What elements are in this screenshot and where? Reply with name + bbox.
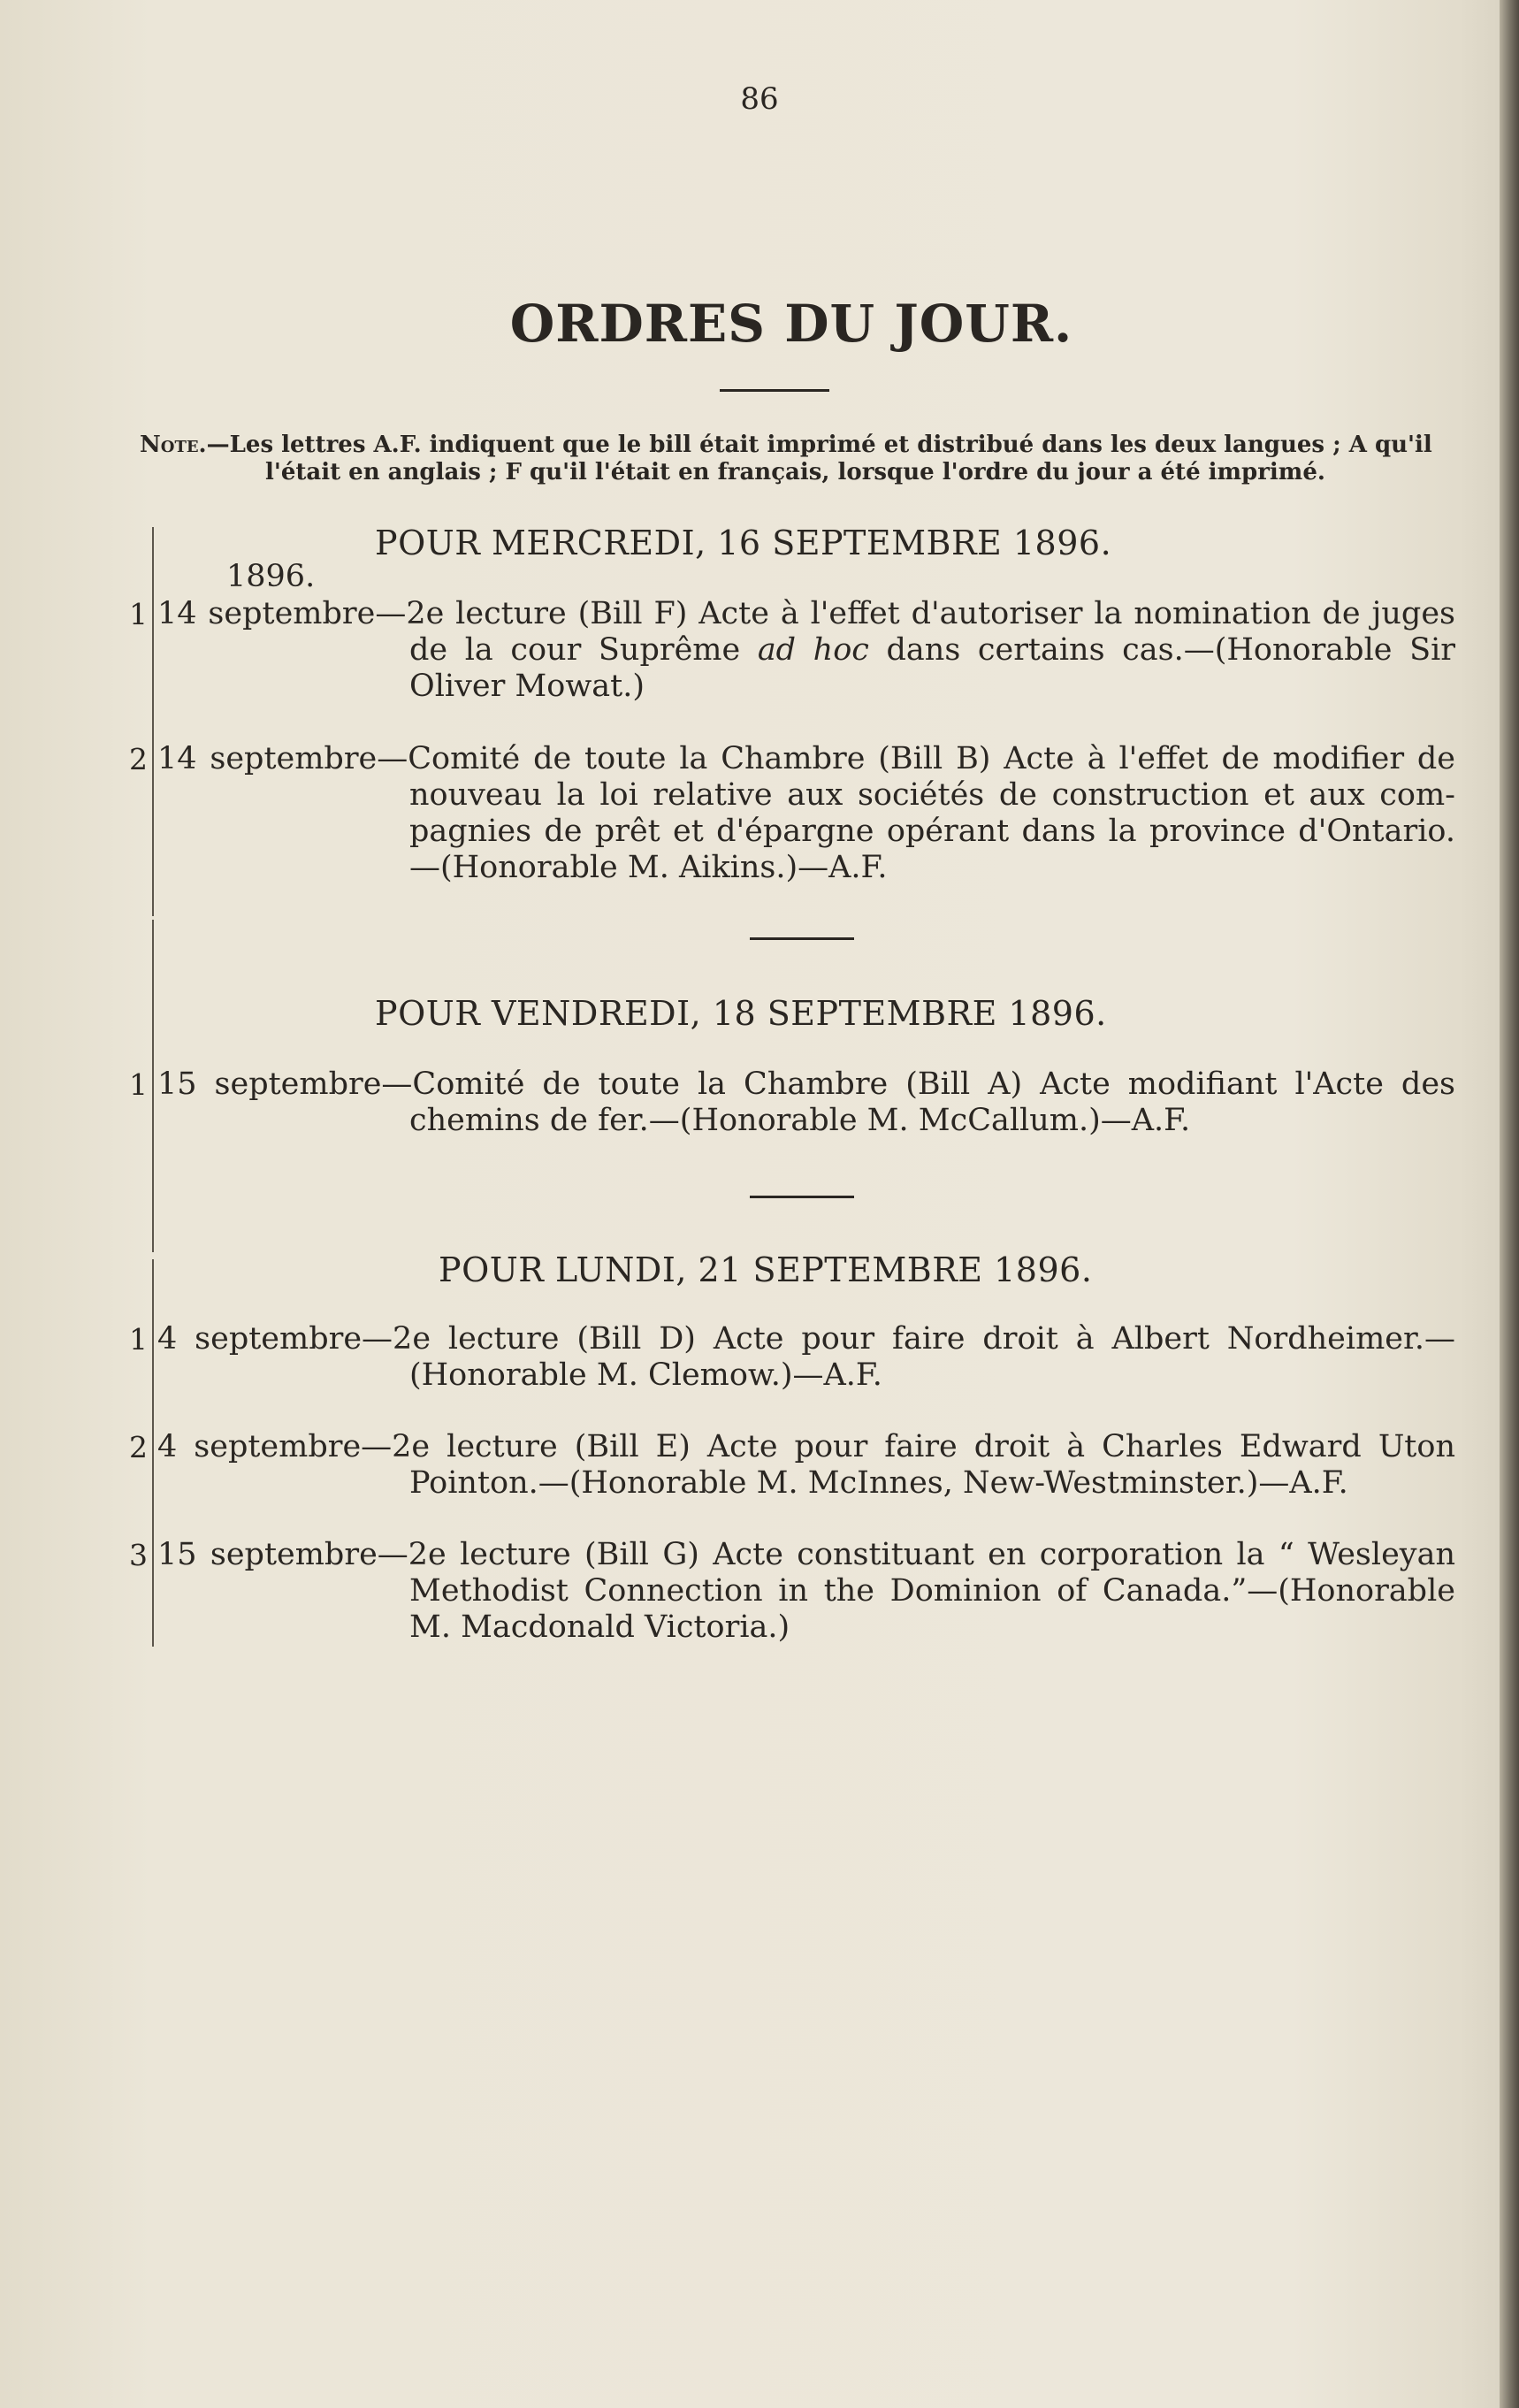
entry-line: M. Macdonald Victoria.) — [409, 1609, 790, 1645]
note-line-2: l'était en anglais ; F qu'il l'était en français, lorsque l'ordre du jour a été imprimé. — [265, 459, 1325, 485]
entry-line: 15 septembre—Comité de toute la Chambre (Bill A) Acte modifiant l'Acte des — [157, 1066, 1455, 1102]
entry-line: pagnies de prêt et d'épargne opérant dans la province d'Ontario. — [409, 814, 1455, 849]
section-heading-lundi: POUR LUNDI, 21 SEPTEMBRE 1896. — [439, 1250, 1093, 1289]
page-title: ORDRES DU JOUR. — [509, 294, 1073, 354]
note-line-1: —Les lettres A.F. indiquent que le bill était imprimé et distribué dans les deux langues ; A qu'il — [206, 432, 1432, 458]
margin-rule-section-3 — [152, 1259, 154, 1647]
order-entry — [129, 1537, 1455, 1646]
section-heading-mercredi: POUR MERCREDI, 16 SEPTEMBRE 1896. — [375, 524, 1112, 562]
page-number: 86 — [740, 81, 779, 117]
entry-line: 14 septembre—2e lecture (Bill F) Acte à l'effet d'autoriser la nomination de juges — [157, 596, 1455, 631]
entry-line: de la cour Suprême ad hoc dans certains cas.—(Honorable Sir — [409, 632, 1455, 668]
order-entry — [129, 596, 1455, 705]
title-divider — [720, 389, 829, 392]
note-label: Note. — [140, 432, 207, 458]
entry-line: (Honorable M. Clemow.)—A.F. — [409, 1357, 882, 1393]
order-entry — [129, 1066, 1455, 1139]
entry-number: 3 — [129, 1538, 148, 1572]
page-binding-shadow — [1500, 0, 1519, 2408]
entry-number: 2 — [129, 1430, 148, 1464]
order-entry — [129, 1321, 1455, 1394]
entry-number: 1 — [129, 1322, 148, 1357]
entry-line: chemins de fer.—(Honorable M. McCallum.)—A.F. — [409, 1103, 1191, 1138]
entry-line: Pointon.—(Honorable M. McInnes, New-Westminster.)—A.F. — [409, 1465, 1348, 1501]
entry-line: nouveau la loi relative aux sociétés de construction et aux com- — [409, 777, 1455, 813]
latin-term: ad hoc — [757, 632, 869, 668]
entry-line: 4 septembre—2e lecture (Bill D) Acte pour faire droit à Albert Nordheimer.— — [157, 1321, 1455, 1357]
section-divider — [750, 937, 854, 940]
entry-number: 2 — [129, 742, 148, 776]
entry-line: —(Honorable M. Aikins.)—A.F. — [409, 850, 888, 885]
year-label: 1896. — [226, 559, 316, 594]
entry-line: 15 septembre—2e lecture (Bill G) Acte constituant en corporation la “ Wesleyan — [157, 1537, 1455, 1572]
entry-number: 1 — [129, 597, 148, 631]
order-entry — [129, 1429, 1455, 1502]
section-heading-vendredi: POUR VENDREDI, 18 SEPTEMBRE 1896. — [375, 994, 1107, 1033]
margin-rule-section-2 — [152, 920, 154, 1252]
entry-line: Methodist Connection in the Dominion of Canada.”—(Honorable — [409, 1573, 1455, 1609]
note-paragraph — [140, 432, 1441, 486]
margin-rule-section-1 — [152, 527, 154, 916]
entry-line: 14 septembre—Comité de toute la Chambre (Bill B) Acte à l'effet de modifier de — [157, 741, 1455, 776]
entry-line: Oliver Mowat.) — [409, 669, 645, 704]
entry-line: 4 septembre—2e lecture (Bill E) Acte pour faire droit à Charles Edward Uton — [157, 1429, 1455, 1464]
order-entry — [129, 741, 1455, 886]
section-divider — [750, 1196, 854, 1198]
entry-number: 1 — [129, 1067, 148, 1102]
